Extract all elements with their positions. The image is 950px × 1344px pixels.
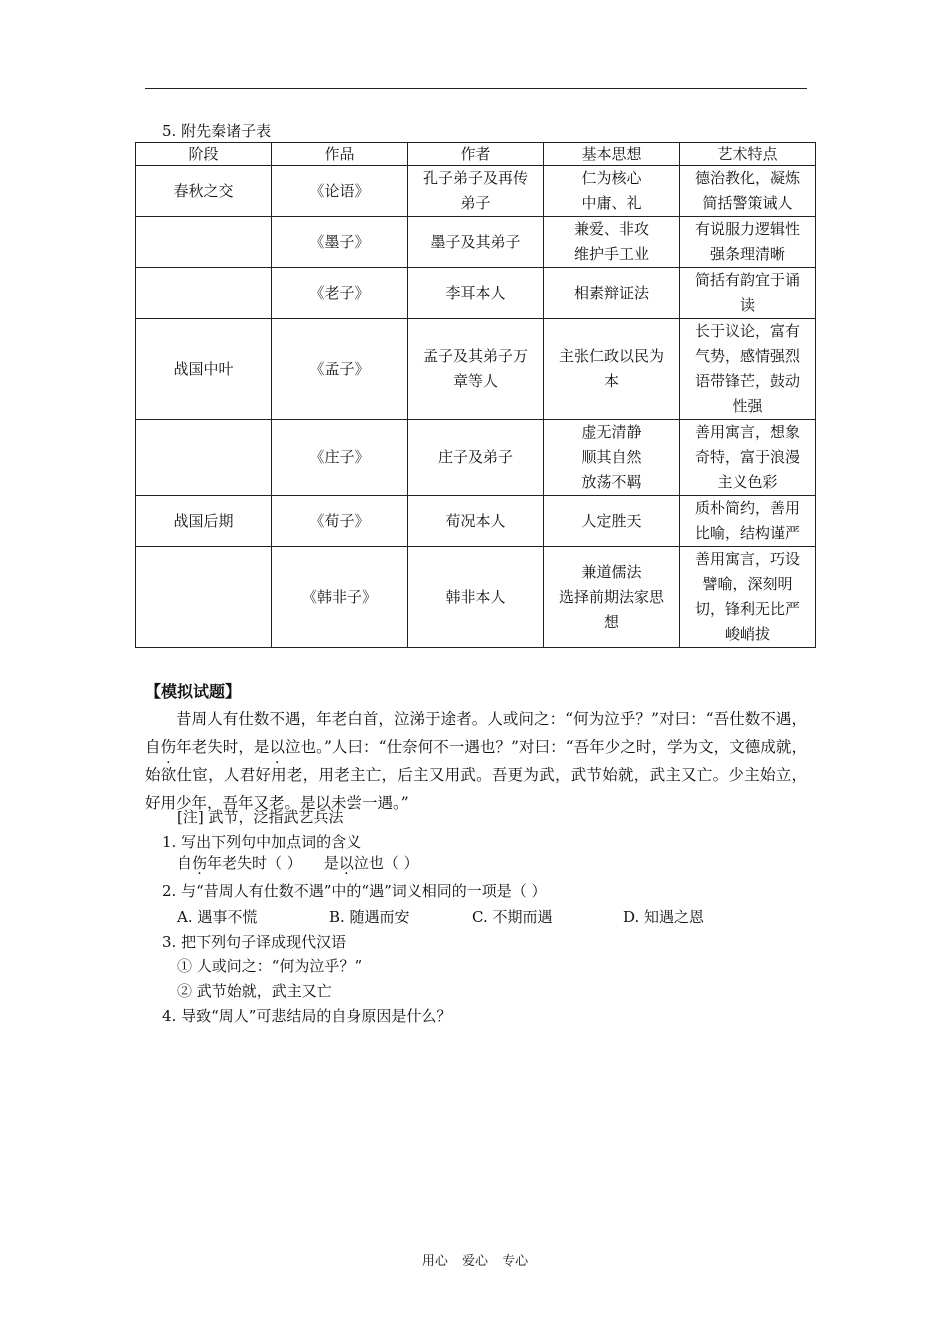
table-cell: 简括有韵宜于诵 读	[680, 268, 816, 319]
table-cell: 孔子弟子及再传 弟子	[408, 166, 544, 217]
table-cell: 德治教化，凝炼 简括警策诫人	[680, 166, 816, 217]
table-row	[136, 496, 816, 547]
table-row	[136, 268, 816, 319]
column-header: 基本思想	[544, 143, 680, 166]
table-cell: 仁为核心 中庸、礼	[544, 166, 680, 217]
question-1-items: 自伤年老失时（ ） 是以泣也（ ）	[177, 854, 419, 872]
header-rule	[145, 88, 807, 89]
option-a: A. 遇事不慌	[177, 908, 258, 926]
table-cell: 兼爱、非攻 维护手工业	[544, 217, 680, 268]
question-3-item: ② 武节始就，武主又亡	[177, 982, 332, 1000]
table-caption: 5. 附先秦诸子表	[162, 122, 272, 140]
table-cell: 孟子及其弟子万 章等人	[408, 319, 544, 420]
table-cell: 《老子》	[272, 268, 408, 319]
table-cell: 《孟子》	[272, 319, 408, 420]
classical-passage	[145, 705, 807, 817]
table-cell: 善用寓言，想象 奇特，富于浪漫 主义色彩	[680, 420, 816, 496]
dotted-word: 以	[338, 854, 354, 872]
dotted-word: 伤	[160, 738, 177, 756]
table-cell: 墨子及其弟子	[408, 217, 544, 268]
column-header: 阶段	[136, 143, 272, 166]
table-row	[136, 420, 816, 496]
table-cell: 战国后期	[136, 496, 272, 547]
table-cell: 春秋之交	[136, 166, 272, 217]
table-cell	[136, 268, 272, 319]
table-cell: 主张仁政以民为 本	[544, 319, 680, 420]
table-cell	[136, 420, 272, 496]
table-row	[136, 547, 816, 648]
column-header: 作者	[408, 143, 544, 166]
passage-text: 昔周人有仕数不遇，年老白首，泣涕于途者。人或问之：“何为泣乎？”对曰：“吾仕数不遇，自	[145, 710, 807, 756]
passage-text: 泣也。”人曰：“仕奈何不一遇也？”对曰：“吾年少之时，学为文，文德成就，始欲仕宦，人君好用老，用老主亡，后主又用武。吾更为武，武节始就，武主又亡。少主始立，好用少年，吾年又老。是以未尝一遇。”	[145, 738, 807, 812]
table-cell: 庄子及弟子	[408, 420, 544, 496]
table-cell: 兼道儒法 选择前期法家思 想	[544, 547, 680, 648]
table-row	[136, 166, 816, 217]
option-c: C. 不期而遇	[472, 908, 553, 926]
table-cell: 荀况本人	[408, 496, 544, 547]
page-footer: 用心 爱心 专心	[421, 1254, 529, 1269]
table-cell: 韩非本人	[408, 547, 544, 648]
table-cell: 《庄子》	[272, 420, 408, 496]
column-header: 作品	[272, 143, 408, 166]
table-cell: 《墨子》	[272, 217, 408, 268]
table-cell: 《论语》	[272, 166, 408, 217]
table-cell: 人定胜天	[544, 496, 680, 547]
pre-qin-philosophers-table	[135, 142, 816, 648]
dotted-word: 以	[269, 738, 286, 756]
table-cell	[136, 217, 272, 268]
dotted-word: 伤	[192, 854, 208, 872]
option-b: B. 随遇而安	[329, 908, 410, 926]
table-cell: 相素辩证法	[544, 268, 680, 319]
annotation-note: [注] 武节，泛指武艺兵法	[177, 808, 344, 826]
question-3-item: ① 人或问之：“何为泣乎？”	[177, 957, 363, 975]
table-cell	[136, 547, 272, 648]
question-3: 3. 把下列句子译成现代汉语	[162, 933, 347, 951]
table-row	[136, 319, 816, 420]
table-cell: 《荀子》	[272, 496, 408, 547]
table-cell: 质朴简约，善用 比喻，结构谨严	[680, 496, 816, 547]
question-2: 2. 与“昔周人有仕数不遇”中的“遇”词义相同的一项是（ ）	[162, 882, 547, 900]
section-title: 【模拟试题】	[145, 682, 242, 701]
option-d: D. 知遇之恩	[623, 908, 705, 926]
table-cell: 长于议论，富有 气势，感情强烈 语带锋芒，鼓动 性强	[680, 319, 816, 420]
table-row	[136, 217, 816, 268]
column-header: 艺术特点	[680, 143, 816, 166]
table-cell: 虚无清静 顺其自然 放荡不羁	[544, 420, 680, 496]
table-header-row	[136, 143, 816, 166]
table-cell: 有说服力逻辑性 强条理清晰	[680, 217, 816, 268]
table-cell: 善用寓言，巧设 譬喻，深刻明 切，锋利无比严 峻峭拔	[680, 547, 816, 648]
passage-text: 年老失时，是	[176, 738, 270, 756]
question-1: 1. 写出下列句中加点词的含义	[162, 833, 362, 851]
table-cell: 战国中叶	[136, 319, 272, 420]
table-cell: 《韩非子》	[272, 547, 408, 648]
table-cell: 李耳本人	[408, 268, 544, 319]
question-4: 4. 导致“周人”可悲结局的自身原因是什么？	[162, 1007, 452, 1025]
